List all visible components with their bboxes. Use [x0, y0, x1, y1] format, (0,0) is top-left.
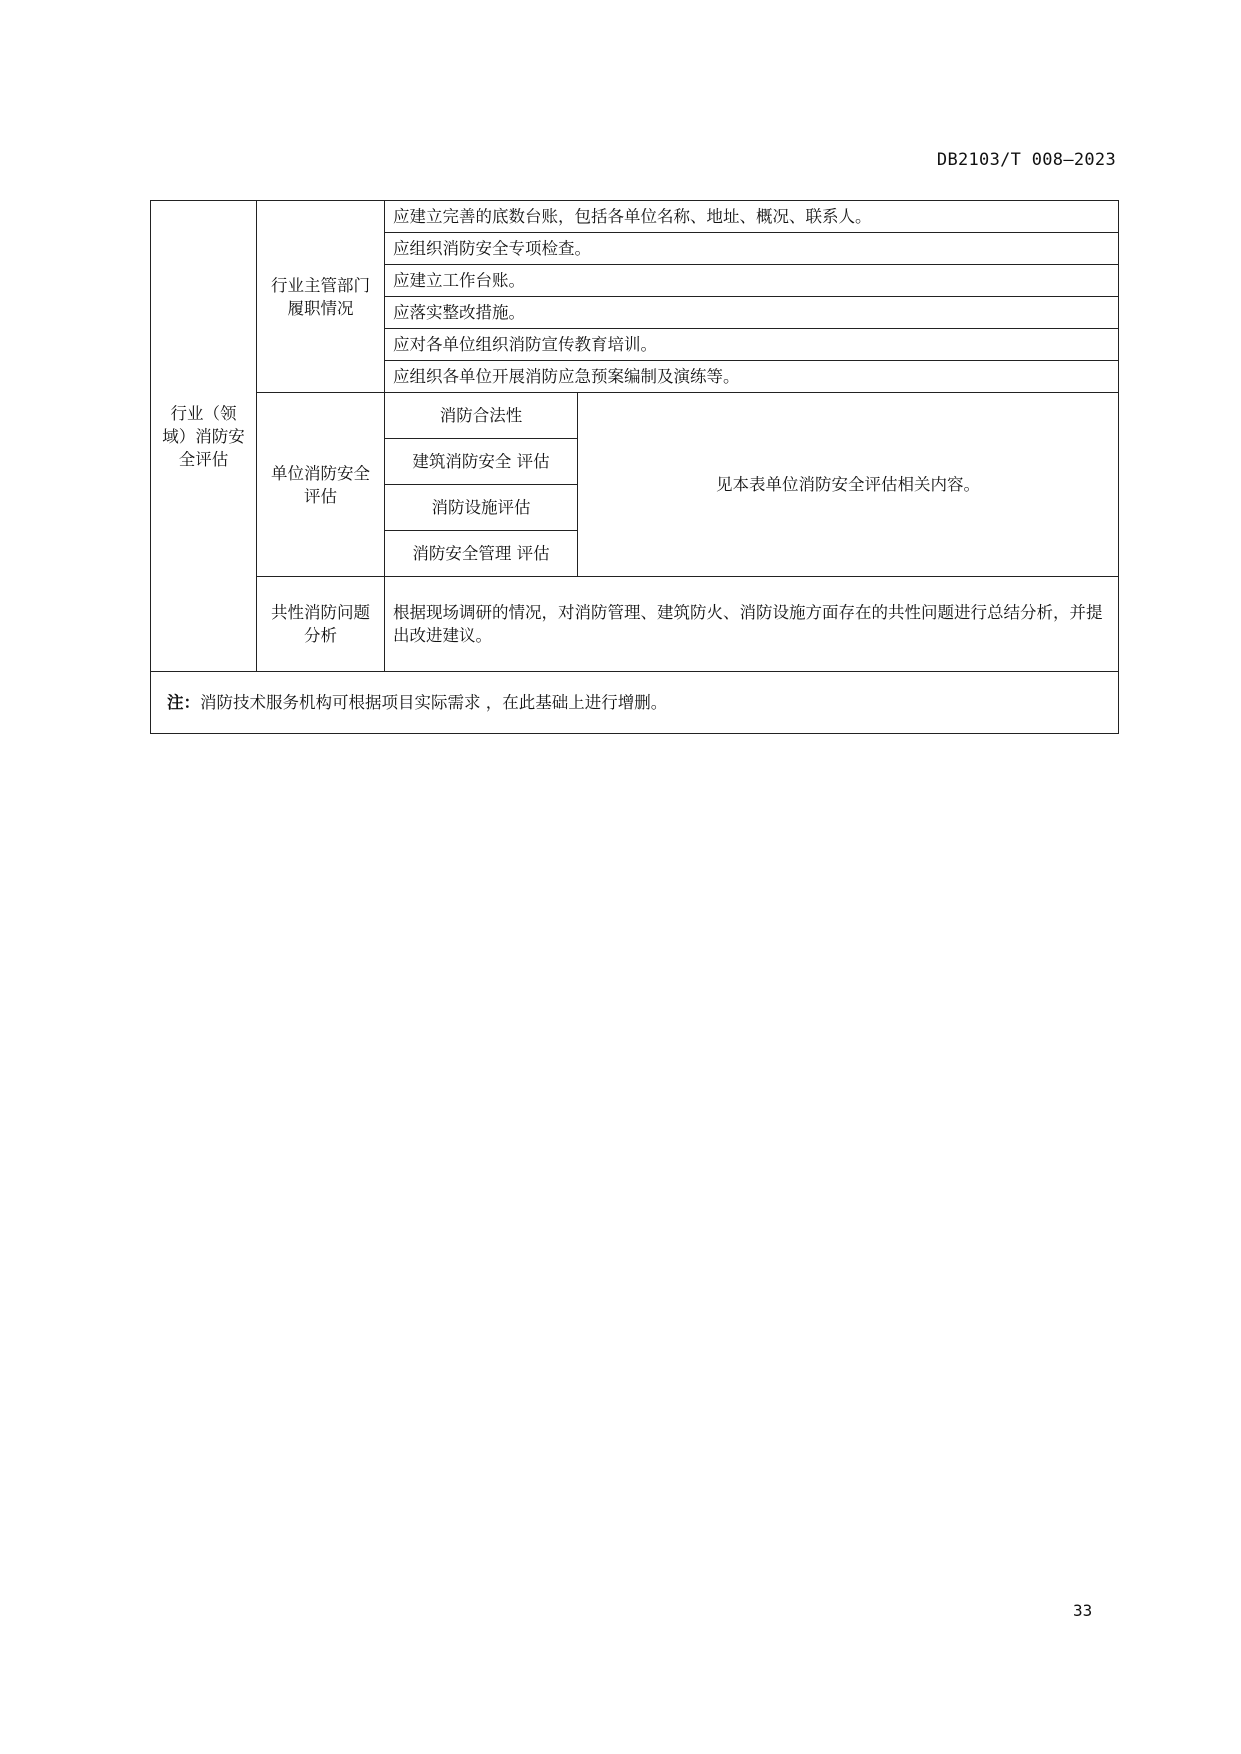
dept-item: 应组织消防安全专项检查。	[385, 233, 1119, 265]
category-cell: 行业（领域）消防安全评估	[151, 201, 257, 672]
common-content-cell: 根据现场调研的情况，对消防管理、建筑防火、消防设施方面存在的共性问题进行总结分析，并提出改进建议。	[385, 577, 1119, 672]
unit-item: 消防设施评估	[385, 485, 578, 531]
unit-item: 建筑消防安全 评估	[385, 439, 578, 485]
note-cell	[151, 672, 1119, 734]
dept-item: 应建立完善的底数台账，包括各单位名称、地址、概况、联系人。	[385, 201, 1119, 233]
dept-label-cell: 行业主管部门履职情况	[257, 201, 385, 393]
evaluation-table	[150, 200, 1119, 734]
dept-item: 应落实整改措施。	[385, 297, 1119, 329]
note-text: 消防技术服务机构可根据项目实际需求 ，在此基础上进行增删。	[200, 693, 668, 712]
unit-item: 消防合法性	[385, 393, 578, 439]
table-row	[151, 201, 1119, 233]
unit-content-cell: 见本表单位消防安全评估相关内容。	[578, 393, 1119, 577]
dept-item: 应建立工作台账。	[385, 265, 1119, 297]
note-label: 注：	[167, 693, 200, 712]
unit-label-cell: 单位消防安全评估	[257, 393, 385, 577]
dept-item: 应对各单位组织消防宣传教育培训。	[385, 329, 1119, 361]
unit-item: 消防安全管理 评估	[385, 531, 578, 577]
table-row	[151, 577, 1119, 672]
page-number: 33	[1073, 1601, 1093, 1620]
dept-item: 应组织各单位开展消防应急预案编制及演练等。	[385, 361, 1119, 393]
common-label-cell: 共性消防问题分析	[257, 577, 385, 672]
table-row	[151, 393, 1119, 439]
document-code: DB2103/T 008—2023	[936, 150, 1116, 170]
table-row	[151, 672, 1119, 734]
